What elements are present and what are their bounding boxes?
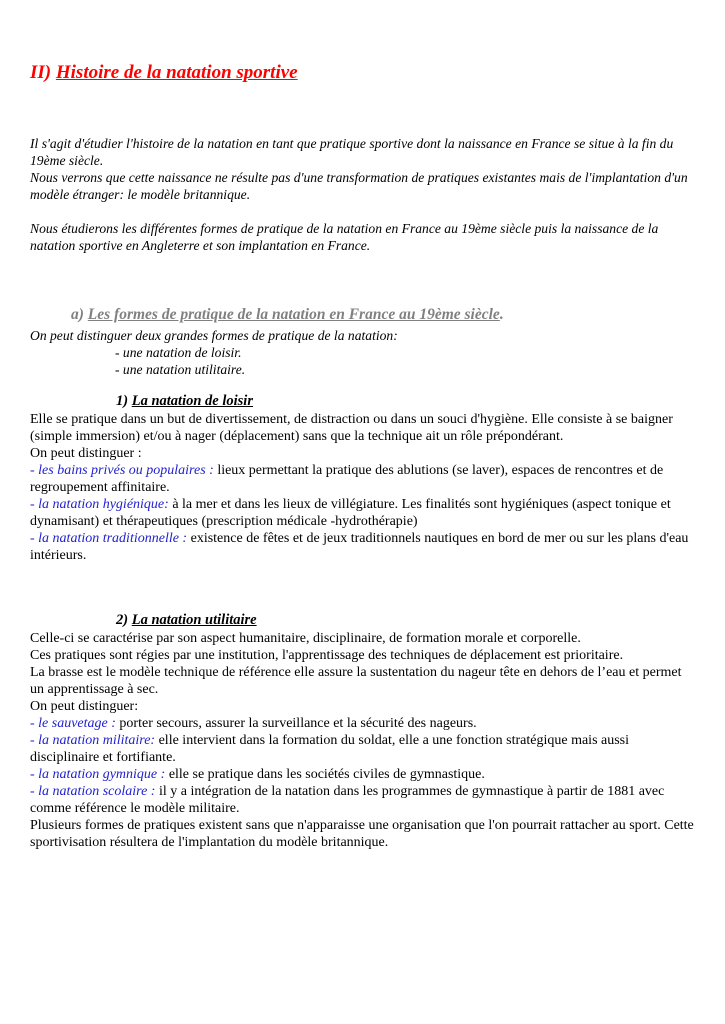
title-text: Histoire de la natation sportive — [55, 62, 298, 83]
list-item-text: à la mer et dans les lieux de villégiature. Les finalités sont hygiéniques (aspect tonique et dynamisant) et thérapeutiques (prescription médicale -hydrothérapie) — [30, 497, 671, 529]
list-item — [30, 732, 695, 766]
list-item — [30, 530, 695, 564]
subsection-2-paragraph-4: On peut distinguer: — [30, 699, 139, 714]
list-item — [30, 462, 695, 496]
subsection-2-prefix: 2) — [116, 612, 132, 628]
subsection-2-body — [30, 630, 695, 851]
section-a-item-1: - une natation de loisir. — [115, 345, 242, 360]
paragraph-gap — [30, 203, 695, 220]
section-a-prefix: a) — [71, 306, 88, 323]
page-title — [30, 62, 298, 84]
subsection-2-title: La natation utilitaire — [131, 612, 257, 628]
section-a-item-2: - une natation utilitaire. — [115, 362, 246, 377]
subsection-2-paragraph-5: Plusieurs formes de pratiques existent sans que n'apparaisse une organisation que l'on pourrait rattacher au sport. Cette sportivisation résultera de l'implantation du modèle britannique. — [30, 818, 694, 850]
list-item-text: elle se pratique dans les sociétés civiles de gymnastique. — [165, 767, 485, 782]
list-item-text: elle intervient dans la formation du soldat, elle a une fonction stratégique mais aussi disciplinaire et fortifiante. — [30, 733, 630, 765]
subsection-2-paragraph-2: Ces pratiques sont régies par une institution, l'apprentissage des techniques de déplacement est prioritaire. — [30, 648, 624, 663]
list-item — [30, 783, 695, 817]
intro-paragraph-3: Nous étudierons les différentes formes de pratique de la natation en France au 19ème siècle puis la naissance de la natation sportive en Angleterre et son implantation en France. — [30, 221, 659, 253]
list-item-text: existence de fêtes et de jeux traditionnels nautiques en bord de mer ou sur les plans d'eau intérieurs. — [30, 531, 689, 563]
list-item-text: porter secours, assurer la surveillance et la sécurité des nageurs. — [115, 716, 477, 731]
list-item — [30, 766, 695, 783]
subsection-2-paragraph-3: La brasse est le modèle technique de référence elle assure la sustentation du nageur tête en dehors de l’eau et permet un apprentissage à sec. — [30, 665, 682, 697]
list-item-term: - la natation scolaire : — [30, 784, 156, 799]
list-item — [30, 496, 695, 530]
subsection-1-heading — [116, 393, 253, 410]
subsection-1-prefix: 1) — [116, 393, 132, 409]
list-item-term: - la natation militaire: — [30, 733, 156, 748]
intro-section — [30, 135, 695, 254]
list-item-text: lieux permettant la pratique des ablutions (se laver), espaces de rencontres et de regroupement affinitaire. — [30, 463, 664, 495]
subsection-2-paragraph-1: Celle-ci se caractérise par son aspect humanitaire, disciplinaire, de formation morale et corporelle. — [30, 631, 581, 646]
intro-paragraph-2: Nous verrons que cette naissance ne résulte pas d'une transformation de pratiques existantes mais de l'implantation d'un modèle étranger: le modèle britannique. — [30, 170, 688, 202]
subsection-1-paragraph-1: Elle se pratique dans un but de divertissement, de distraction ou dans un souci d'hygiène. Elle consiste à se baigner (simple immersion) et/ou à nager (déplacement) sans que la technique ait un rôle prépondérant. — [30, 412, 673, 444]
section-a-title-suffix: . — [499, 306, 504, 323]
section-a-heading — [71, 306, 504, 324]
list-item-term: - la natation hygiénique: — [30, 497, 169, 512]
intro-paragraph-1: Il s'agit d'étudier l'histoire de la natation en tant que pratique sportive dont la naissance en France se situe à la fin du 19ème siècle. — [30, 136, 674, 168]
list-item-term: - les bains privés ou populaires : — [30, 463, 214, 478]
section-a-lead: On peut distinguer deux grandes formes de pratique de la natation: — [30, 328, 398, 343]
list-item — [30, 715, 695, 732]
section-a-body — [30, 327, 695, 378]
list-item-term: - le sauvetage : — [30, 716, 116, 731]
subsection-2-heading — [116, 612, 257, 629]
subsection-1-title: La natation de loisir — [131, 393, 253, 409]
title-prefix: II) — [30, 62, 56, 83]
subsection-1-body — [30, 411, 695, 564]
list-item-term: - la natation gymnique : — [30, 767, 166, 782]
subsection-1-paragraph-2: On peut distinguer : — [30, 446, 142, 461]
list-item-term: - la natation traditionnelle : — [30, 531, 188, 546]
list-item-text: il y a intégration de la natation dans les programmes de gymnastique à partir de 1881 avec comme référence le modèle militaire. — [30, 784, 665, 816]
section-a-title: Les formes de pratique de la natation en France au 19ème siècle — [87, 306, 500, 323]
